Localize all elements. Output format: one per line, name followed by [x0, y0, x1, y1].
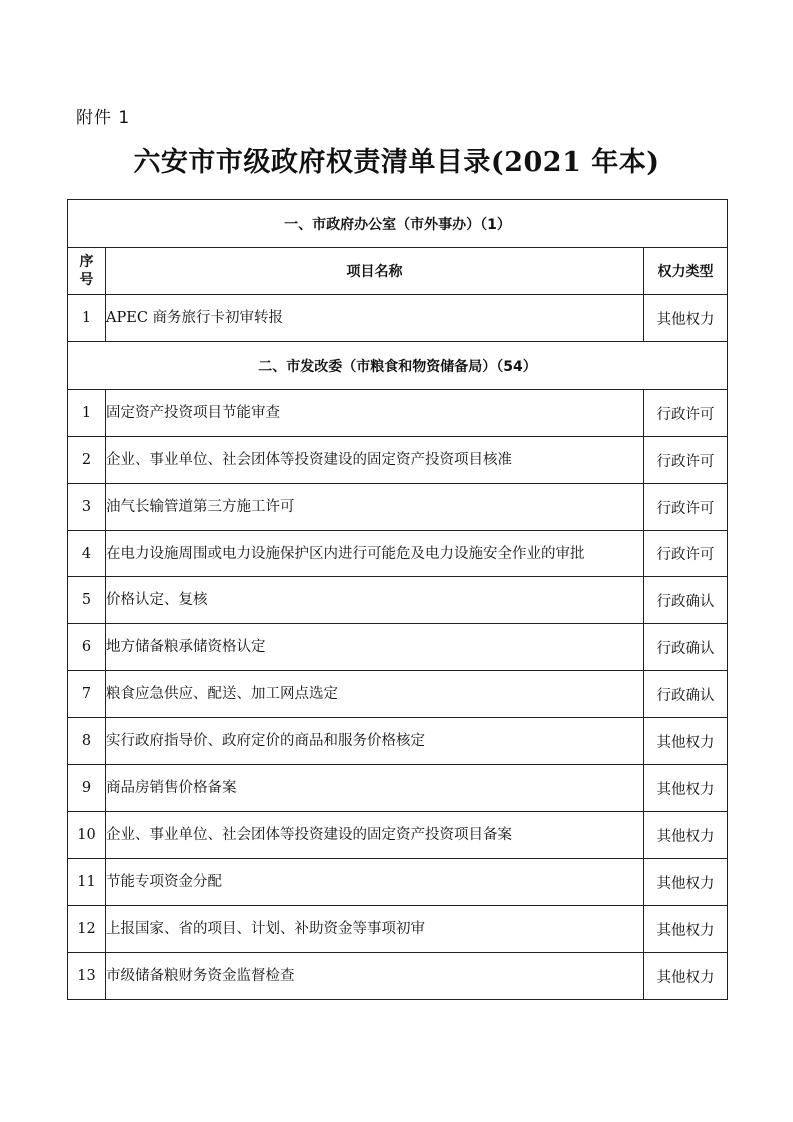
section-title: 一、市政府办公室（市外事办）（1）	[68, 200, 728, 248]
table-row	[68, 624, 728, 671]
row-item-name: 粮食应急供应、配送、加工网点选定	[106, 671, 644, 718]
row-number: 3	[68, 484, 106, 531]
row-item-name: 在电力设施周围或电力设施保护区内进行可能危及电力设施安全作业的审批	[106, 531, 644, 577]
section-header-row	[68, 342, 728, 390]
row-item-name: 企业、事业单位、社会团体等投资建设的固定资产投资项目备案	[106, 812, 644, 859]
row-item-name: 固定资产投资项目节能审查	[106, 390, 644, 437]
document-title: 六安市市级政府权责清单目录(2021 年本)	[133, 147, 660, 178]
row-power-type: 其他权力	[643, 812, 727, 859]
table-row	[68, 812, 728, 859]
row-number: 13	[68, 953, 106, 1000]
table-row	[68, 718, 728, 765]
row-power-type: 行政许可	[643, 531, 727, 577]
row-power-type: 行政确认	[643, 577, 727, 624]
table-row	[68, 484, 728, 531]
row-number: 11	[68, 859, 106, 906]
row-item-name: APEC 商务旅行卡初审转报	[106, 295, 644, 342]
section-header-row	[68, 200, 728, 248]
row-item-name: 商品房销售价格备案	[106, 765, 644, 812]
row-number: 8	[68, 718, 106, 765]
row-power-type: 其他权力	[643, 765, 727, 812]
row-number: 5	[68, 577, 106, 624]
row-number: 2	[68, 437, 106, 484]
table-row	[68, 390, 728, 437]
column-header-number-line2: 号	[79, 272, 94, 288]
row-item-name: 油气长输管道第三方施工许可	[106, 484, 644, 531]
row-power-type: 行政确认	[643, 671, 727, 718]
table-row	[68, 671, 728, 718]
column-header-name: 项目名称	[106, 248, 644, 295]
row-item-name: 企业、事业单位、社会团体等投资建设的固定资产投资项目核准	[106, 437, 644, 484]
table-row	[68, 906, 728, 953]
row-number: 12	[68, 906, 106, 953]
table-row	[68, 577, 728, 624]
table-row	[68, 531, 728, 577]
table-row	[68, 953, 728, 1000]
section-title: 二、市发改委（市粮食和物资储备局）（54）	[68, 342, 728, 390]
row-power-type: 行政许可	[643, 437, 727, 484]
row-power-type: 行政许可	[643, 484, 727, 531]
row-number: 1	[68, 295, 106, 342]
row-power-type: 其他权力	[643, 718, 727, 765]
column-header-row	[68, 248, 728, 295]
column-header-number-line1: 序	[79, 254, 94, 270]
row-power-type: 其他权力	[643, 859, 727, 906]
row-number: 9	[68, 765, 106, 812]
row-number: 10	[68, 812, 106, 859]
table-row	[68, 765, 728, 812]
table-row	[68, 295, 728, 342]
row-item-name: 地方储备粮承储资格认定	[106, 624, 644, 671]
row-item-name: 节能专项资金分配	[106, 859, 644, 906]
row-power-type: 其他权力	[643, 295, 727, 342]
row-number: 7	[68, 671, 106, 718]
attachment-label: 附件 1	[76, 108, 131, 128]
column-header-type: 权力类型	[643, 248, 727, 295]
row-item-name: 市级储备粮财务资金监督检查	[106, 953, 644, 1000]
row-number: 1	[68, 390, 106, 437]
row-power-type: 其他权力	[643, 906, 727, 953]
power-list-table	[67, 199, 728, 1000]
row-item-name: 价格认定、复核	[106, 577, 644, 624]
row-number: 4	[68, 531, 106, 577]
row-number: 6	[68, 624, 106, 671]
table-row	[68, 859, 728, 906]
table-row	[68, 437, 728, 484]
column-header-number	[68, 248, 106, 295]
row-item-name: 上报国家、省的项目、计划、补助资金等事项初审	[106, 906, 644, 953]
row-power-type: 行政确认	[643, 624, 727, 671]
row-item-name: 实行政府指导价、政府定价的商品和服务价格核定	[106, 718, 644, 765]
row-power-type: 其他权力	[643, 953, 727, 1000]
row-power-type: 行政许可	[643, 390, 727, 437]
